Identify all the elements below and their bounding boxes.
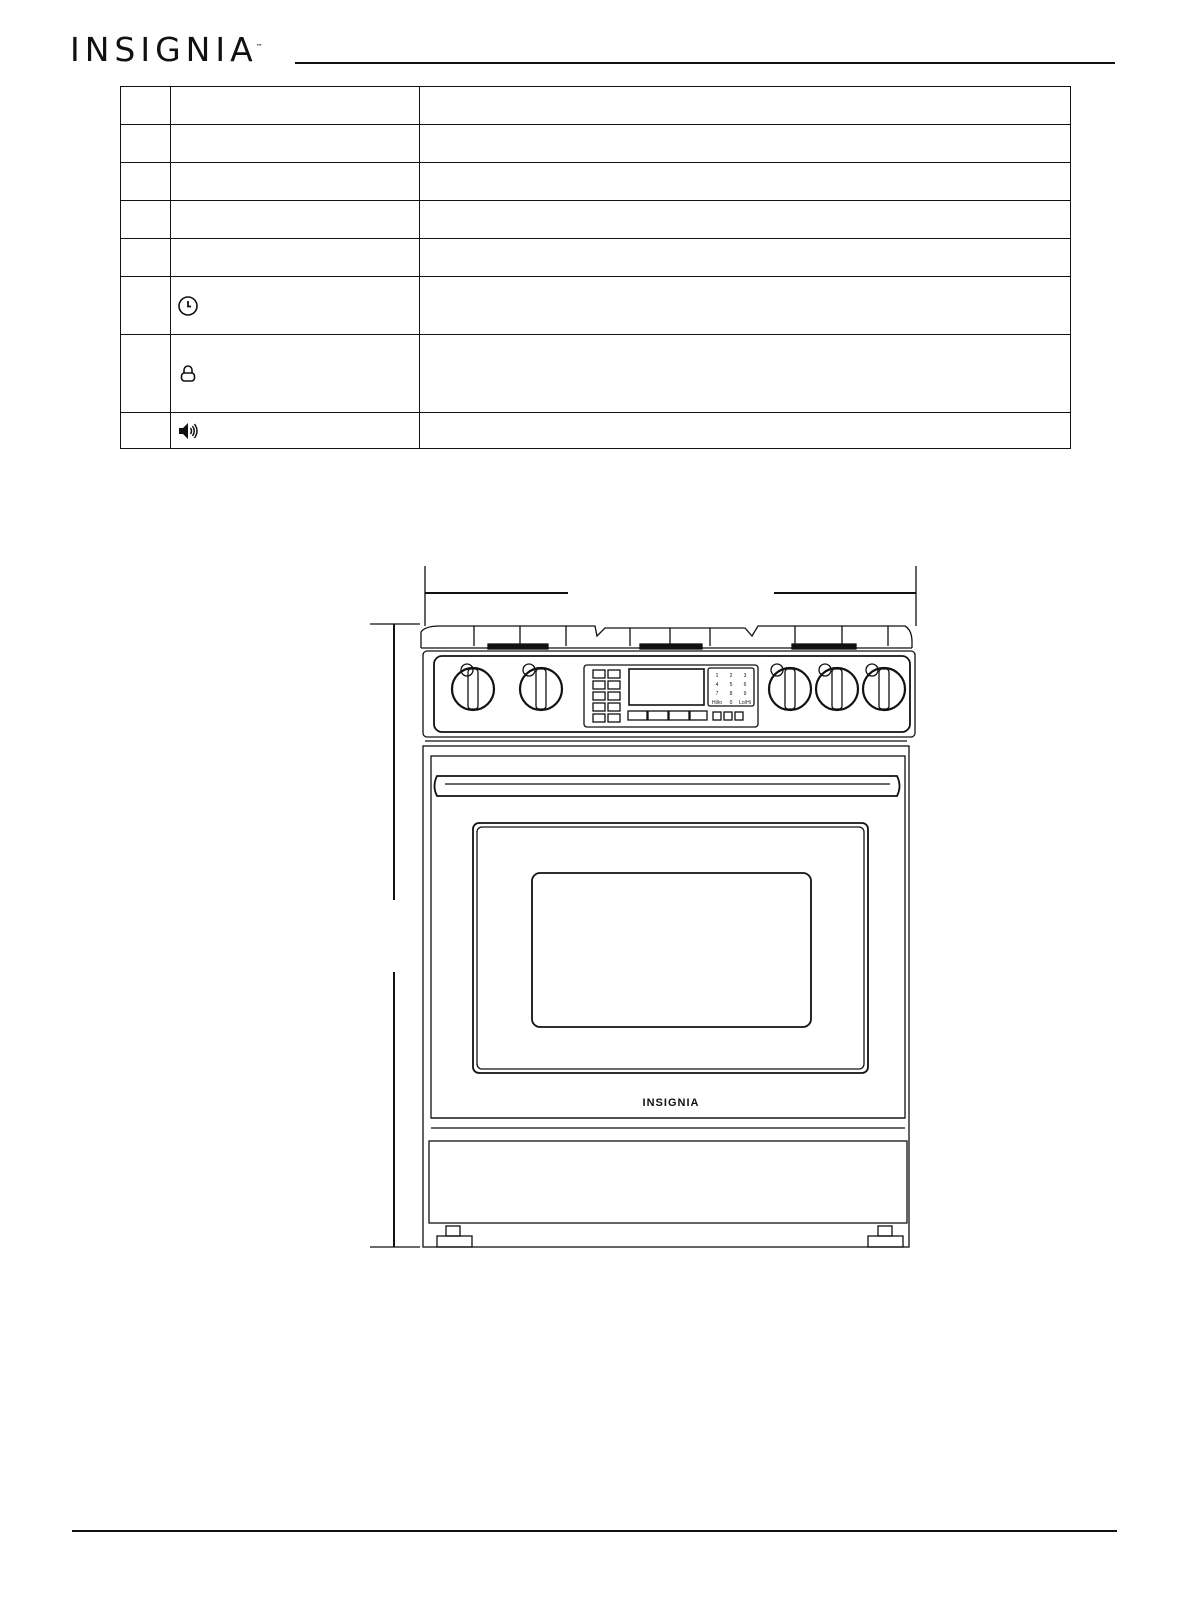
oven-window xyxy=(532,873,811,1027)
oven-display xyxy=(629,669,704,705)
keypad-key: 7 xyxy=(715,691,719,697)
footer-rule xyxy=(72,1530,1117,1532)
oven-function-buttons xyxy=(628,711,743,720)
door-brand-logo: INSIGNIA xyxy=(642,1097,700,1109)
leveling-leg xyxy=(437,1226,472,1247)
storage-drawer xyxy=(429,1141,907,1223)
burner-knob xyxy=(863,664,905,710)
door-vent-strip xyxy=(431,1118,905,1128)
keypad-key: 9 xyxy=(743,691,747,697)
height-dimension-line xyxy=(370,624,420,1247)
trademark: ™ xyxy=(255,43,263,51)
burner-knob xyxy=(452,664,494,710)
keypad-key: 0 xyxy=(729,700,733,706)
keypad-key: 5 xyxy=(729,682,733,688)
keypad-key: 6 xyxy=(743,682,747,688)
brand-name: INSIGNIA xyxy=(70,30,258,69)
burner-knob xyxy=(769,664,811,710)
keypad-key: 3 xyxy=(743,673,747,679)
keypad-key: 2 xyxy=(729,673,733,679)
keypad-key: Hi/lo xyxy=(711,700,723,706)
keypad-key: 4 xyxy=(715,682,719,688)
burner-caps xyxy=(488,644,856,649)
keypad-key: Lo/Hi xyxy=(739,700,751,706)
burner-knob xyxy=(816,664,858,710)
leveling-leg xyxy=(868,1226,903,1247)
keypad-labels xyxy=(712,673,751,706)
door-handle xyxy=(435,776,900,796)
oven-body xyxy=(423,741,909,1247)
control-panel xyxy=(423,651,915,737)
keypad-key: 1 xyxy=(715,673,719,679)
keypad-key: 8 xyxy=(729,691,733,697)
burner-knob xyxy=(520,664,562,710)
width-dimension-line xyxy=(425,566,916,626)
